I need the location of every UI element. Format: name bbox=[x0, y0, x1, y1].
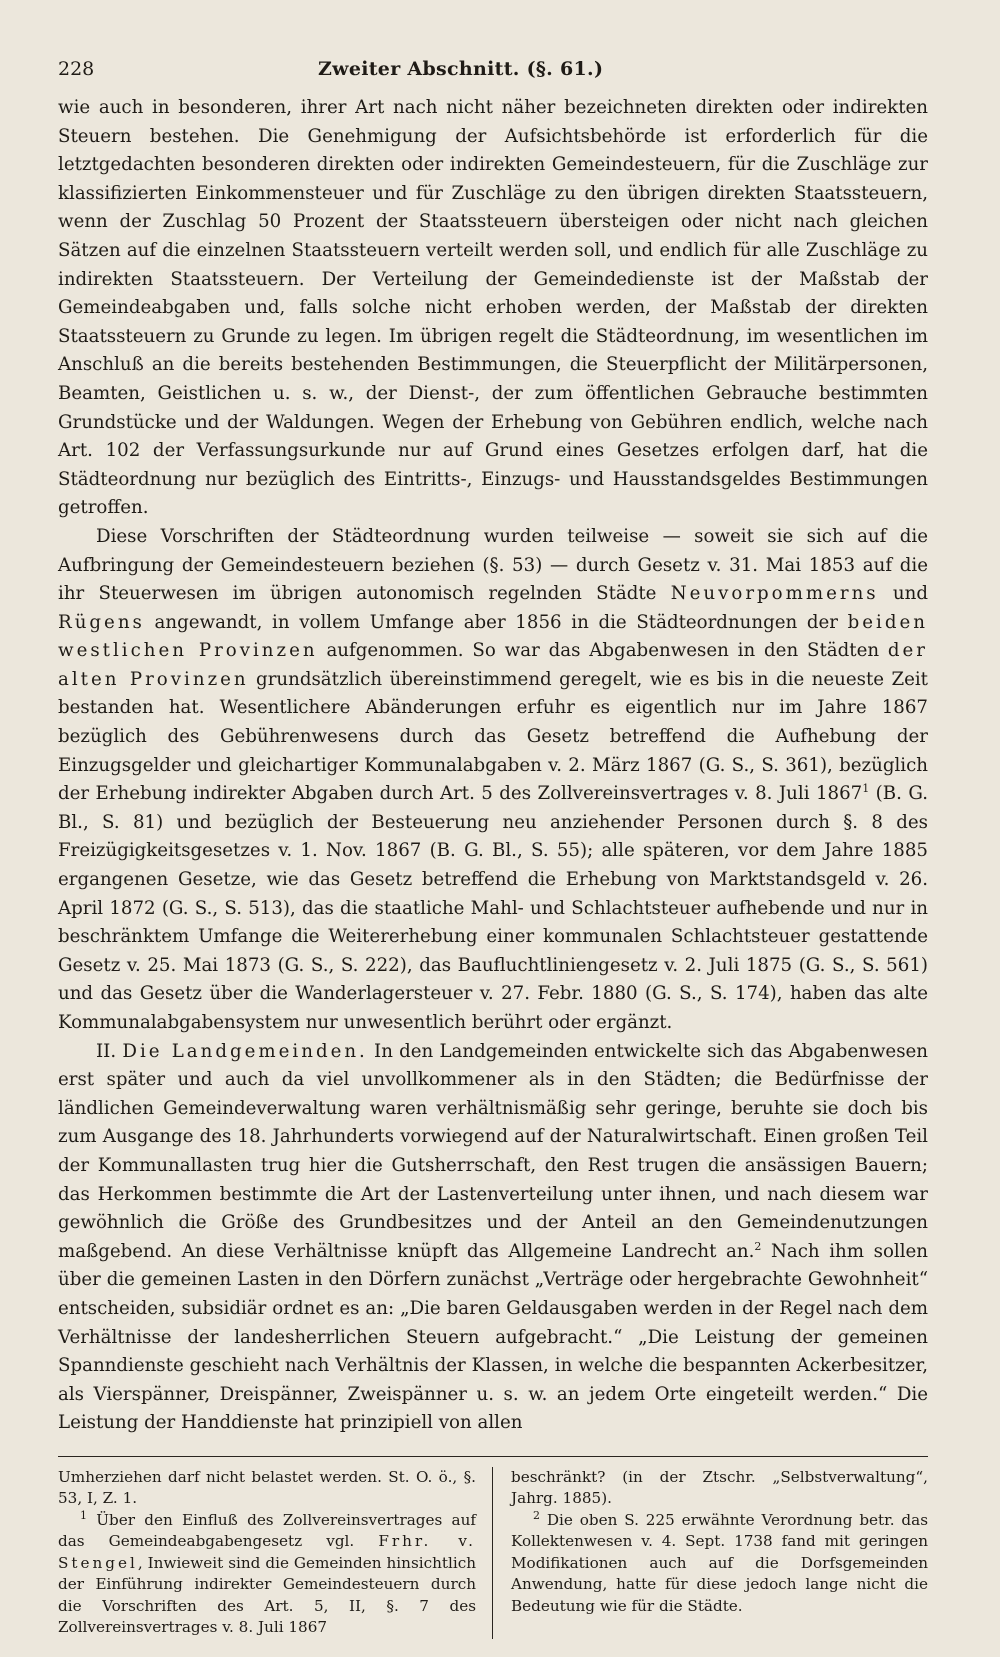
paragraph-2 bbox=[58, 523, 928, 1038]
page-number: 228 bbox=[58, 58, 95, 80]
text-run: In den Landgemeinden entwickelte sich das Abgabenwesen erst später und auch da viel unvollkommener als in den Städten; die Bedürfnisse der ländlichen Gemeindeverwaltung waren verhältnismäßig sehr geringe, beruhte sie doch bis zum Ausgange des 18. Jahrhunderts vorwiegend auf der Naturalwirtschaft. Einen großen Teil der Kommunallasten trug hier die Gutsherrschaft, den Rest trugen die ansässigen Bauern; das Herkommen bestimmte die Art der Lastenverteilung unter ihnen, und nach diesem war gewöhnlich die Größe des Grundbesitzes und der Anteil an den Gemeindenutzungen maßgebend. An diese Verhältnisse knüpft das Allgemeine Landrecht an. bbox=[58, 1040, 928, 1262]
text-run: Diese Vorschriften der Städteordnung wurden teilweise — soweit sie sich auf die Aufbringung der Gemeindesteuern beziehen (§. 53) — durch Gesetz v. 31. Mai 1853 auf die ihr Steuerwesen im übrigen autonomisch regelnden Städte bbox=[58, 525, 928, 605]
footnotes bbox=[58, 1467, 928, 1639]
footnote-continuation: Umherziehen darf nicht belastet werden. St. O. ö., §. 53, I, Z. 1. bbox=[58, 1467, 476, 1508]
section-number: II. bbox=[96, 1040, 123, 1062]
emphasis-ruegens: Rügens bbox=[58, 611, 145, 633]
text-run: Über den Einfluß des Zollvereinsvertrages auf das Gemeindeabgabengesetz vgl. bbox=[58, 1510, 476, 1551]
text-run: angewandt, in vollem Umfange aber 1856 in die Städteordnungen der bbox=[144, 611, 848, 633]
footnote-1 bbox=[58, 1510, 476, 1639]
footnote-column-left bbox=[58, 1467, 493, 1639]
text-run: Nach ihm sollen über die gemeinen Lasten in den Dörfern zunächst „Verträge oder hergebrachte Gewohnheit“ entscheiden, subsidiär ordnet es an: „Die baren Geldausgaben werden in der Regel nach dem Verhältnisse der landesherrlichen Steuern aufgebracht.“ „Die Leistung der gemeinen Spanndienste geschieht nach Verhältnis der Klassen, in welche die bespannten Ackerbesitzer, als Vierspänner, Dreispänner, Zweispänner u. s. w. an jedem Orte eingeteilt werden.“ Die Leistung der Handdienste hat prinzipiell von allen bbox=[58, 1240, 928, 1434]
footnote-divider bbox=[58, 1456, 928, 1457]
text-run: (B. G. Bl., S. 81) und bezüglich der Besteuerung neu anziehender Personen durch §. 8 des Freizügigkeitsgesetzes v. 1. Nov. 1867 (B. G. Bl., S. 55); alle späteren, vor dem Jahre 1885 ergangenen Gesetze, wie das Gesetz betreffend die Erhebung von Marktstandsgeld v. 26. April 1872 (G. S., S. 513), das die staatliche Mahl- und Schlachtsteuer aufhebende und nur in beschränktem Umfange die Weitererhebung einer kommunalen Schlachtsteuer gestattende Gesetz v. 25. Mai 1873 (G. S., S. 222), das Baufluchtliniengesetz v. 2. Juli 1875 (G. S., S. 561) und das Gesetz über die Wanderlagersteuer v. 27. Febr. 1880 (G. S., S. 174), haben das alte Kommunalabgabensystem nur unwesentlich berührt oder ergänzt. bbox=[58, 783, 928, 1033]
author-name: Frhr. v. Stengel bbox=[58, 1532, 476, 1572]
footnote-ref-2: 2 bbox=[754, 1239, 762, 1253]
footnote-marker-2: 2 bbox=[533, 1508, 540, 1522]
section-title: Die Landgemeinden. bbox=[122, 1040, 368, 1062]
running-title: Zweiter Abschnitt. (§. 61.) bbox=[318, 58, 604, 80]
emphasis-old-provinces: der alten Provinzen bbox=[58, 640, 929, 690]
footnote-1-continuation: beschränkt? (in der Ztschr. „Selbstverwaltung“, Jahrg. 1885). bbox=[511, 1467, 928, 1508]
page-header bbox=[58, 58, 928, 80]
text-run: grundsätzlich übereinstimmend geregelt, wie es bis in die neueste Zeit bestanden hat. Wesentlichere Abänderungen erfuhr es eigentlich nur im Jahre 1867 bezüglich des Gebührenwesens durch das Gesetz betreffend die Aufhebung der Einzugsgelder und gleichartiger Kommunalabgaben v. 2. März 1867 (G. S., S. 361), bezüglich der Erhebung indirekter Abgaben durch Art. 5 des Zollvereinsvertrages v. 8. Juli 1867 bbox=[58, 668, 928, 805]
emphasis-western-provinces: beiden westlichen Provinzen bbox=[58, 611, 928, 662]
main-text bbox=[58, 94, 928, 1438]
footnote-2 bbox=[511, 1510, 928, 1618]
text-run: aufgenommen. So war das Abgabenwesen in den Städten bbox=[317, 640, 888, 662]
footnote-column-right bbox=[493, 1467, 928, 1639]
footnote-ref-1: 1 bbox=[862, 782, 870, 796]
footnote-marker-1: 1 bbox=[80, 1508, 87, 1522]
emphasis-neuvorpommern: Neuvorpommerns bbox=[670, 583, 879, 605]
paragraph-1: wie auch in besonderen, ihrer Art nach nicht näher bezeichneten direkten oder indirekten Steuern bestehen. Die Genehmigung der Aufsichtsbehörde ist erforderlich für die letztgedachten besonderen direkten oder indirekten Gemeindesteuern, für die Zuschläge zur klassifizierten Einkommensteuer und für Zuschläge zu den übrigen direkten Staatssteuern, wenn der Zuschlag 50 Prozent der Staatssteuern übersteigen oder nicht nach gleichen Sätzen auf die einzelnen Staatssteuern verteilt werden soll, und endlich für alle Zuschläge zu indirekten Staatssteuern. Der Verteilung der Gemeindedienste ist der Maßstab der Gemeindeabgaben und, falls solche nicht erhoben werden, der Maßstab der direkten Staatssteuern zu Grunde zu legen. Im übrigen regelt die Städteordnung, im wesentlichen im Anschluß an die bereits bestehenden Bestimmungen, die Steuerpflicht der Militärpersonen, Beamten, Geistlichen u. s. w., der Dienst-, der zum öffentlichen Gebrauche bestimmten Grundstücke und der Waldungen. Wegen der Erhebung von Gebühren endlich, welche nach Art. 102 der Verfassungsurkunde nur auf Grund eines Gesetzes erfolgen darf, hat die Städteordnung nur bezüglich des Eintritts-, Einzugs- und Hausstandsgeldes Bestimmungen getroffen. bbox=[58, 97, 928, 519]
text-run: und bbox=[878, 583, 928, 605]
text-run: , Inwieweit sind die Gemeinden hinsichtlich der Einführung indirekter Gemeindesteuern durch die Vorschriften des Art. 5, II, §. 7 des Zollvereinsvertrages v. 8. Juli 1867 bbox=[58, 1553, 476, 1637]
paragraph-3 bbox=[58, 1038, 928, 1438]
text-run: Die oben S. 225 erwähnte Verordnung betr. das Kollektenwesen v. 4. Sept. 1738 fand mit geringen Modifikationen auch auf die Dorfsgemeinden Anwendung, hatte für diese jedoch lange nicht die Bedeutung wie für die Städte. bbox=[511, 1510, 928, 1615]
